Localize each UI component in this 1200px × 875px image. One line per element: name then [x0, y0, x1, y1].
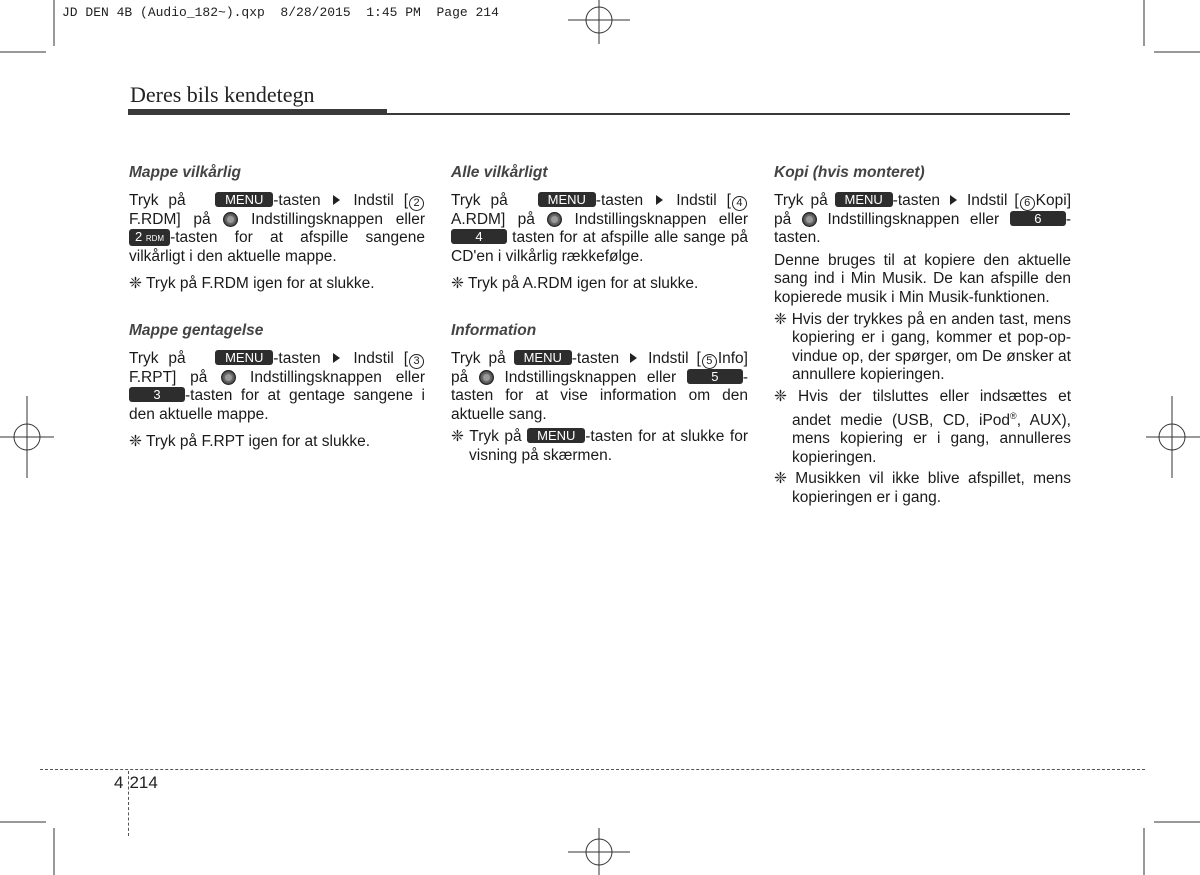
print-slug: JD DEN 4B (Audio_182~).qxp 8/28/2015 1:45 PM Page 214 — [62, 5, 499, 20]
tune-knob-icon — [547, 212, 562, 227]
tune-knob-icon — [223, 212, 238, 227]
note: ❈ Tryk på F.RDM igen for at slukke. — [129, 275, 375, 293]
instruction-paragraph: Tryk på MENU -tasten Indstil [ 2 F.RDM] på Indstillingsknappen eller 2 RDM -tasten for at afspille sangene vilkårligt i den aktuelle mappe. — [129, 191, 426, 265]
tune-knob-icon — [802, 212, 817, 227]
arrow-right-icon — [333, 353, 340, 363]
menu-key: MENU — [215, 350, 273, 365]
section-heading-mappe-vilkaarlig: Mappe vilkårlig — [129, 164, 241, 181]
menu-key: MENU — [527, 428, 585, 443]
arrow-right-icon — [950, 195, 957, 205]
rdm-key: 2 RDM — [129, 229, 170, 246]
number-key: 4 — [451, 229, 507, 244]
section-heading-kopi: Kopi (hvis monteret) — [774, 164, 925, 181]
menu-key: MENU — [514, 350, 572, 365]
instruction-paragraph: Tryk på MENU -tasten Indstil [ 5 Info] på Indstillingsknappen eller 5 -tasten for at vise information om den aktuelle sang. — [451, 349, 748, 423]
column-3 — [774, 164, 1071, 508]
note: ❈ Tryk på F.RPT igen for at slukke. — [129, 433, 371, 451]
arrow-right-icon — [333, 195, 340, 205]
note: ❈ Hvis der tilsluttes eller indsættes et andet medie (USB, CD, iPod®, AUX), mens kopiering er i gang, annulleres kopieringen. — [774, 387, 1071, 466]
note: ❈ Musikken vil ikke blive afspillet, mens kopieringen er i gang. — [774, 470, 1071, 507]
arrow-right-icon — [630, 353, 637, 363]
section-heading-alle-vilkaarligt: Alle vilkårligt — [451, 164, 548, 181]
note: ❈ Tryk på MENU -tasten for at slukke for visning på skærmen. — [451, 428, 748, 464]
instruction-paragraph: Tryk på MENU -tasten Indstil [ 6 Kopi] på Indstillingsknappen eller 6 -tasten. — [774, 191, 1072, 247]
circled-number-icon: 6 — [1020, 196, 1035, 211]
menu-key: MENU — [538, 192, 596, 207]
section-heading-mappe-gentagelse: Mappe gentagelse — [129, 321, 264, 339]
page-number: 4 214 — [114, 773, 158, 792]
tune-knob-icon — [221, 370, 236, 385]
menu-key: MENU — [835, 192, 893, 207]
instruction-paragraph: Tryk på MENU -tasten Indstil [ 4 A.RDM] på Indstillingsknappen eller 4 tasten for at afspille alle sange på CD'en i vilkårlig rækkefølge. — [451, 191, 748, 265]
description-paragraph: Denne bruges til at kopiere den aktuelle sang ind i Min Musik. De kan afspille den kopierede musik i Min Musik-funktionen. — [774, 251, 1071, 306]
circled-number-icon: 3 — [409, 354, 424, 369]
column-1 — [129, 164, 425, 452]
menu-key: MENU — [215, 192, 273, 207]
number-key: 6 — [1010, 211, 1066, 226]
tune-knob-icon — [479, 370, 494, 385]
page-header-title: Deres bils kendetegn — [130, 82, 315, 107]
footer-rule — [40, 769, 1145, 770]
arrow-right-icon — [656, 195, 663, 205]
circled-number-icon: 2 — [409, 196, 424, 211]
note: ❈ Tryk på A.RDM igen for at slukke. — [451, 275, 699, 293]
number-key: 5 — [687, 369, 743, 384]
note: ❈ Hvis der trykkes på en anden tast, mens kopiering er i gang, kommer et pop-op-vindue op, der spørger, om De ønsker at annullere kopieringen. — [774, 310, 1071, 384]
section-heading-information: Information — [451, 321, 537, 339]
instruction-paragraph: Tryk på MENU -tasten Indstil [ 3 F.RPT] på Indstillingsknappen eller 3 -tasten for at gentage sangene i den aktuelle mappe. — [129, 349, 425, 423]
column-2 — [451, 164, 748, 466]
circled-number-icon: 4 — [732, 196, 747, 211]
number-key: 3 — [129, 387, 185, 402]
header-rule — [128, 113, 1070, 115]
circled-number-icon: 5 — [702, 354, 717, 369]
